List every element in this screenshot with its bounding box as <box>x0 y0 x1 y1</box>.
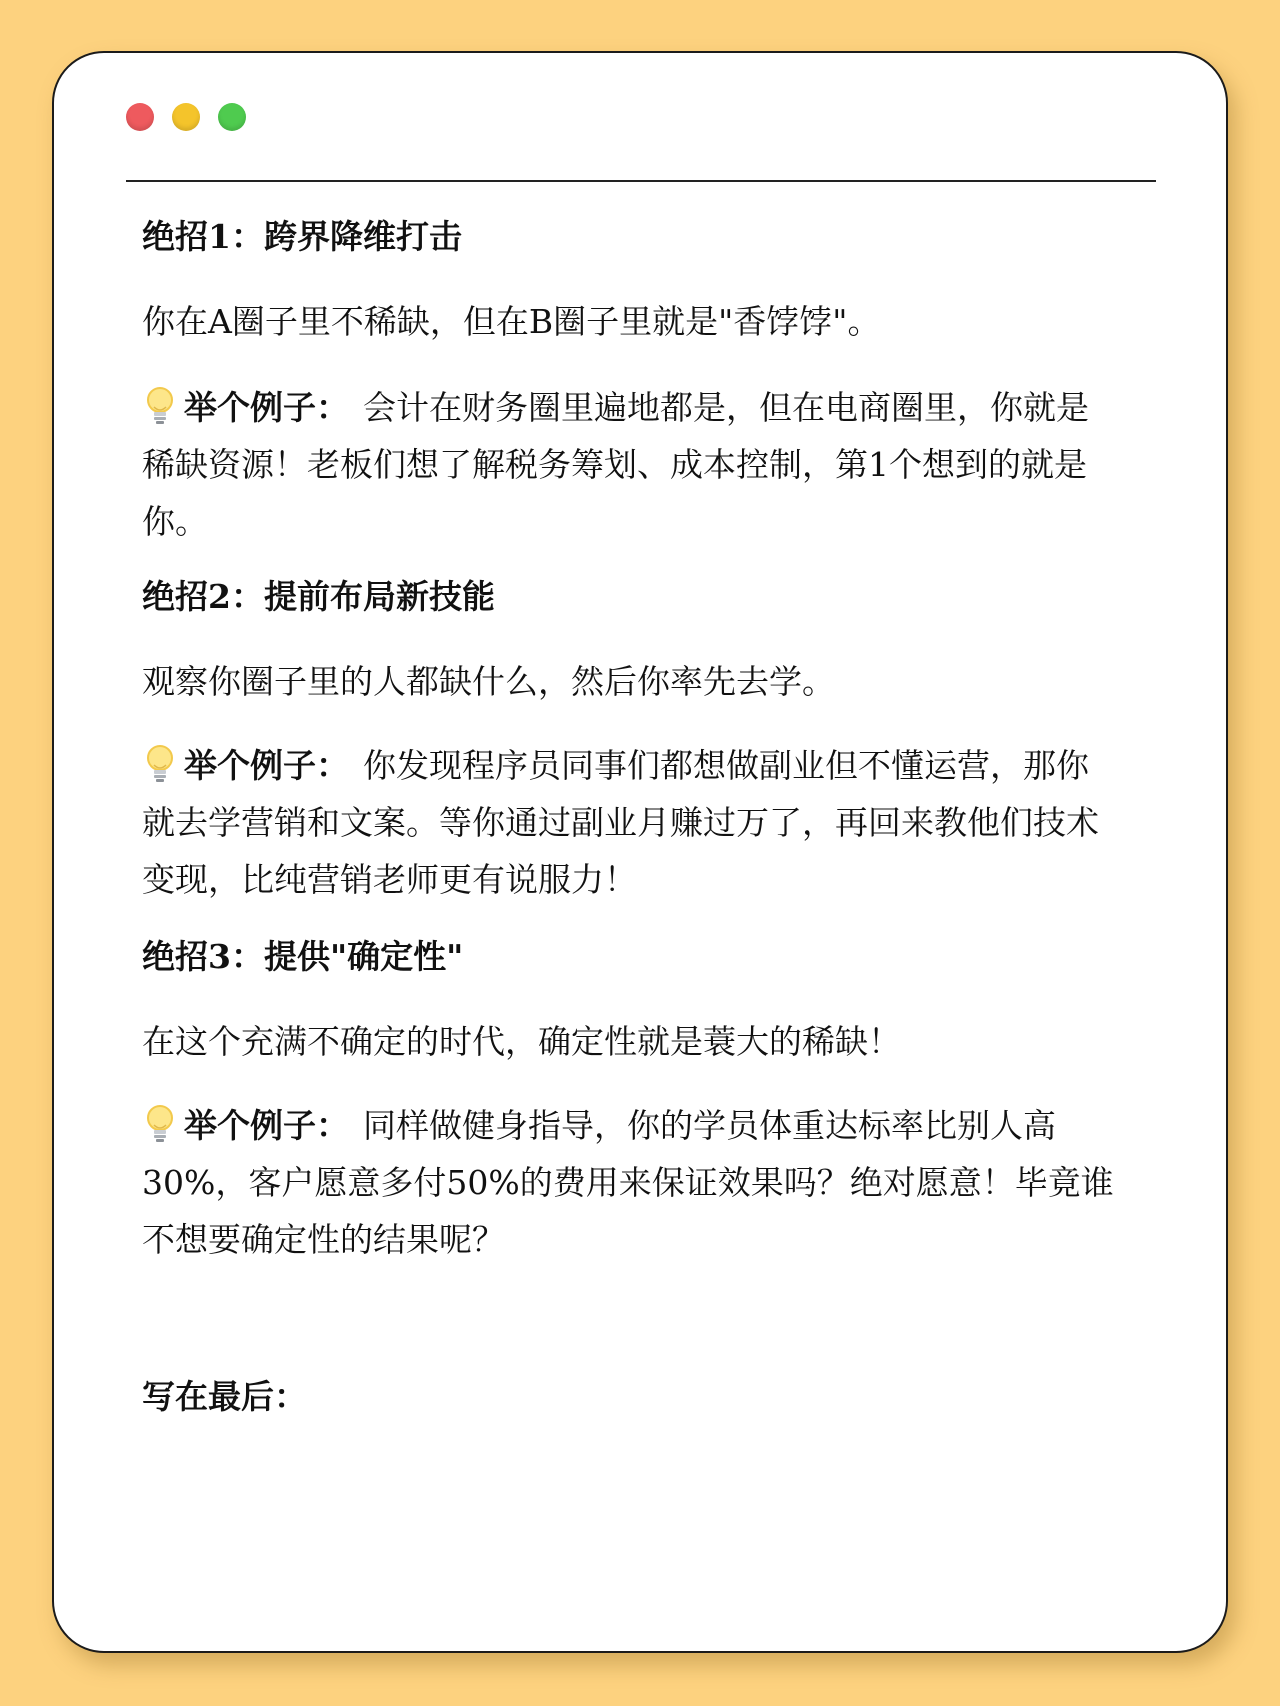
section-body-3: 在这个充满不确定的时代，确定性就是蓑大的稀缺！ <box>142 1022 901 1061</box>
example-line <box>142 1097 1142 1154</box>
header-divider <box>126 180 1156 182</box>
closing-heading: 写在最后： <box>142 1377 307 1416</box>
example-line: 你。 <box>142 502 208 541</box>
example-line: 就去学营销和文案。等你通过副业月赚过万了，再回来教他们技术 <box>142 803 1099 842</box>
lightbulb-icon <box>142 385 178 425</box>
close-dot[interactable] <box>126 103 154 131</box>
lightbulb-icon <box>142 1103 178 1143</box>
example-line: 变现，比纯营销老师更有说服力！ <box>142 860 637 899</box>
section-heading-1: 绝招1：跨界降维打击 <box>142 217 462 256</box>
example-text: 同样做健身指导，你的学员体重达标率比别人高 <box>363 1106 1056 1145</box>
maximize-dot[interactable] <box>218 103 246 131</box>
example-line <box>142 737 1142 794</box>
example-text: 你发现程序员同事们都想做副业但不懂运营，那你 <box>363 746 1089 785</box>
example-line: 不想要确定性的结果呢？ <box>142 1220 505 1259</box>
note-card <box>52 51 1228 1653</box>
example-label: 举个例子： <box>184 1106 349 1145</box>
example-block-2 <box>142 737 1142 908</box>
example-block-1 <box>142 379 1142 550</box>
lightbulb-icon <box>142 743 178 783</box>
minimize-dot[interactable] <box>172 103 200 131</box>
example-line <box>142 379 1142 436</box>
example-block-3 <box>142 1097 1142 1268</box>
example-line: 稀缺资源！老板们想了解税务筹划、成本控制，第1个想到的就是 <box>142 445 1087 484</box>
section-body-2: 观察你圈子里的人都缺什么，然后你率先去学。 <box>142 662 835 701</box>
example-label: 举个例子： <box>184 746 349 785</box>
example-text: 会计在财务圈里遍地都是，但在电商圈里，你就是 <box>363 388 1089 427</box>
example-line: 30%，客户愿意多付50%的费用来保证效果吗？绝对愿意！毕竟谁 <box>142 1163 1114 1202</box>
section-heading-3: 绝招3：提供"确定性" <box>142 937 464 976</box>
window-controls <box>126 103 246 131</box>
example-label: 举个例子： <box>184 388 349 427</box>
section-heading-2: 绝招2：提前布局新技能 <box>142 577 495 616</box>
section-body-1: 你在A圈子里不稀缺，但在B圈子里就是"香饽饽"。 <box>142 302 881 341</box>
